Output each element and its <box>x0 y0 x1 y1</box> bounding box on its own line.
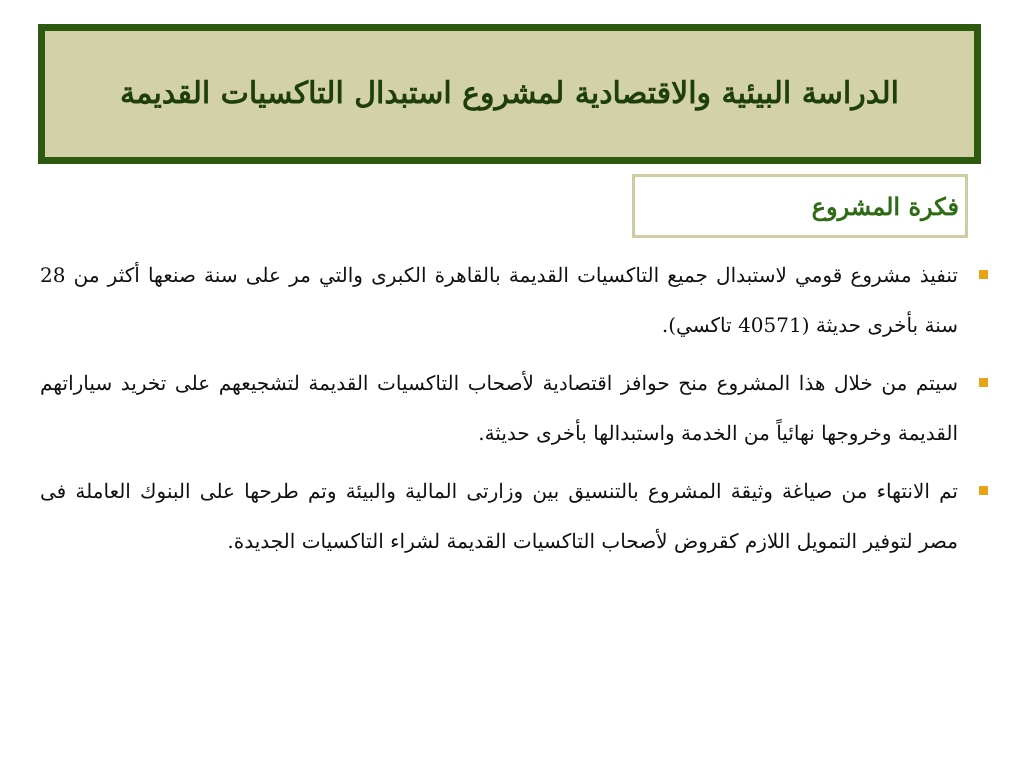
bullet-item <box>40 466 990 566</box>
bullet-text: تم الانتهاء من صياغة وثيقة المشروع بالتنسيق بين وزارتى المالية والبيئة وتم طرحها على البنوك العاملة فى مصر لتوفير التمويل اللازم كقروض لأصحاب التاكسيات القديمة لشراء التاكسيات الجديدة. <box>40 479 958 553</box>
title-banner <box>38 24 981 164</box>
bullet-text: سيتم من خلال هذا المشروع منح حوافز اقتصادية لأصحاب التاكسيات القديمة لتشجيعهم على تخريد سياراتهم القديمة وخروجها نهائياً من الخدمة واستبدالها بأخرى حديثة. <box>40 371 958 445</box>
square-bullet-icon <box>979 378 988 387</box>
bullet-text: تنفيذ مشروع قومي لاستبدال جميع التاكسيات القديمة بالقاهرة الكبرى والتي مر على سنة صنعها أكثر من 28 سنة بأخرى حديثة (40571 تاكسي). <box>40 263 958 337</box>
section-heading-box <box>632 174 968 238</box>
bullet-item <box>40 250 990 350</box>
bullet-item <box>40 358 990 458</box>
section-heading: فكرة المشروع <box>811 191 959 221</box>
bullet-list <box>40 250 990 574</box>
square-bullet-icon <box>979 486 988 495</box>
slide-title: الدراسة البيئية والاقتصادية لمشروع استبدال التاكسيات القديمة <box>120 76 899 111</box>
square-bullet-icon <box>979 270 988 279</box>
